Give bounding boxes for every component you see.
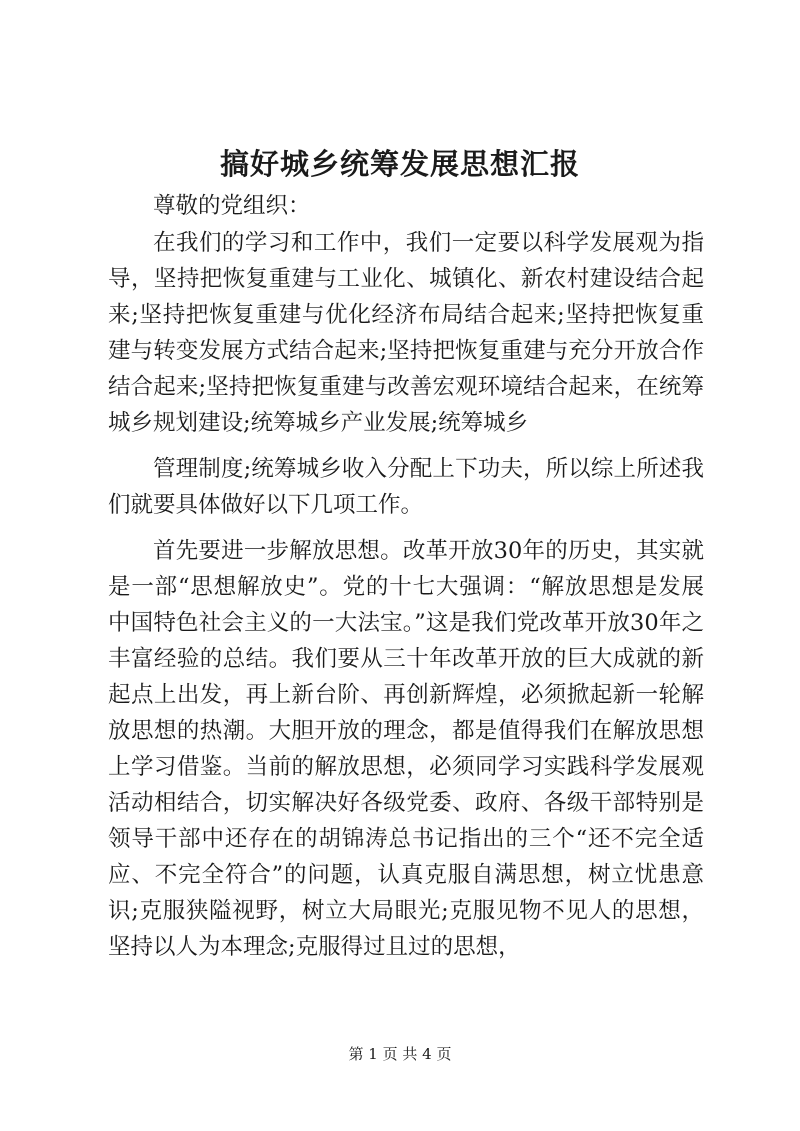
document-title: 搞好城乡统筹发展思想汇报 [219, 147, 580, 181]
greeting: 尊敬的党组织： [153, 193, 311, 219]
paragraph-2: 管理制度;统筹城乡收入分配上下功夫，所以综上所述我们就要具体做好以下几项工作。 [108, 456, 704, 518]
document-body [108, 188, 704, 965]
paragraph-3: 首先要进一步解放思想。改革开放30年的历史，其实就是一部“思想解放史”。党的十七大强调：“解放思想是发展中国特色社会主义的一大法宝。”这是我们党改革开放30年之丰富经验的总结。我们要从三十年改革开放的巨大成就的新起点上出发，再上新台阶、再创新辉煌，必须掀起新一轮解放思想的热潮。大胆开放的理念，都是值得我们在解放思想上学习借鉴。当前的解放思想，必须同学习实践科学发展观活动相结合，切实解决好各级党委、政府、各级干部特别是领导干部中还存在的胡锦涛总书记指出的三个“还不完全适应、不完全符合”的问题，认真克服自满思想，树立忧患意识;克服狭隘视野，树立大局眼光;克服见物不见人的思想，坚持以人为本理念;克服得过且过的思想， [108, 538, 704, 960]
paragraph-1: 在我们的学习和工作中，我们一定要以科学发展观为指导，坚持把恢复重建与工业化、城镇化、新农村建设结合起来;坚持把恢复重建与优化经济布局结合起来;坚持把恢复重建与转变发展方式结合起来;坚持把恢复重建与充分开放合作结合起来;坚持把恢复重建与改善宏观环境结合起来，在统筹城乡规划建设;统筹城乡产业发展;统筹城乡 [108, 230, 704, 436]
page-number: 第 1 页 共 4 页 [348, 1045, 452, 1063]
